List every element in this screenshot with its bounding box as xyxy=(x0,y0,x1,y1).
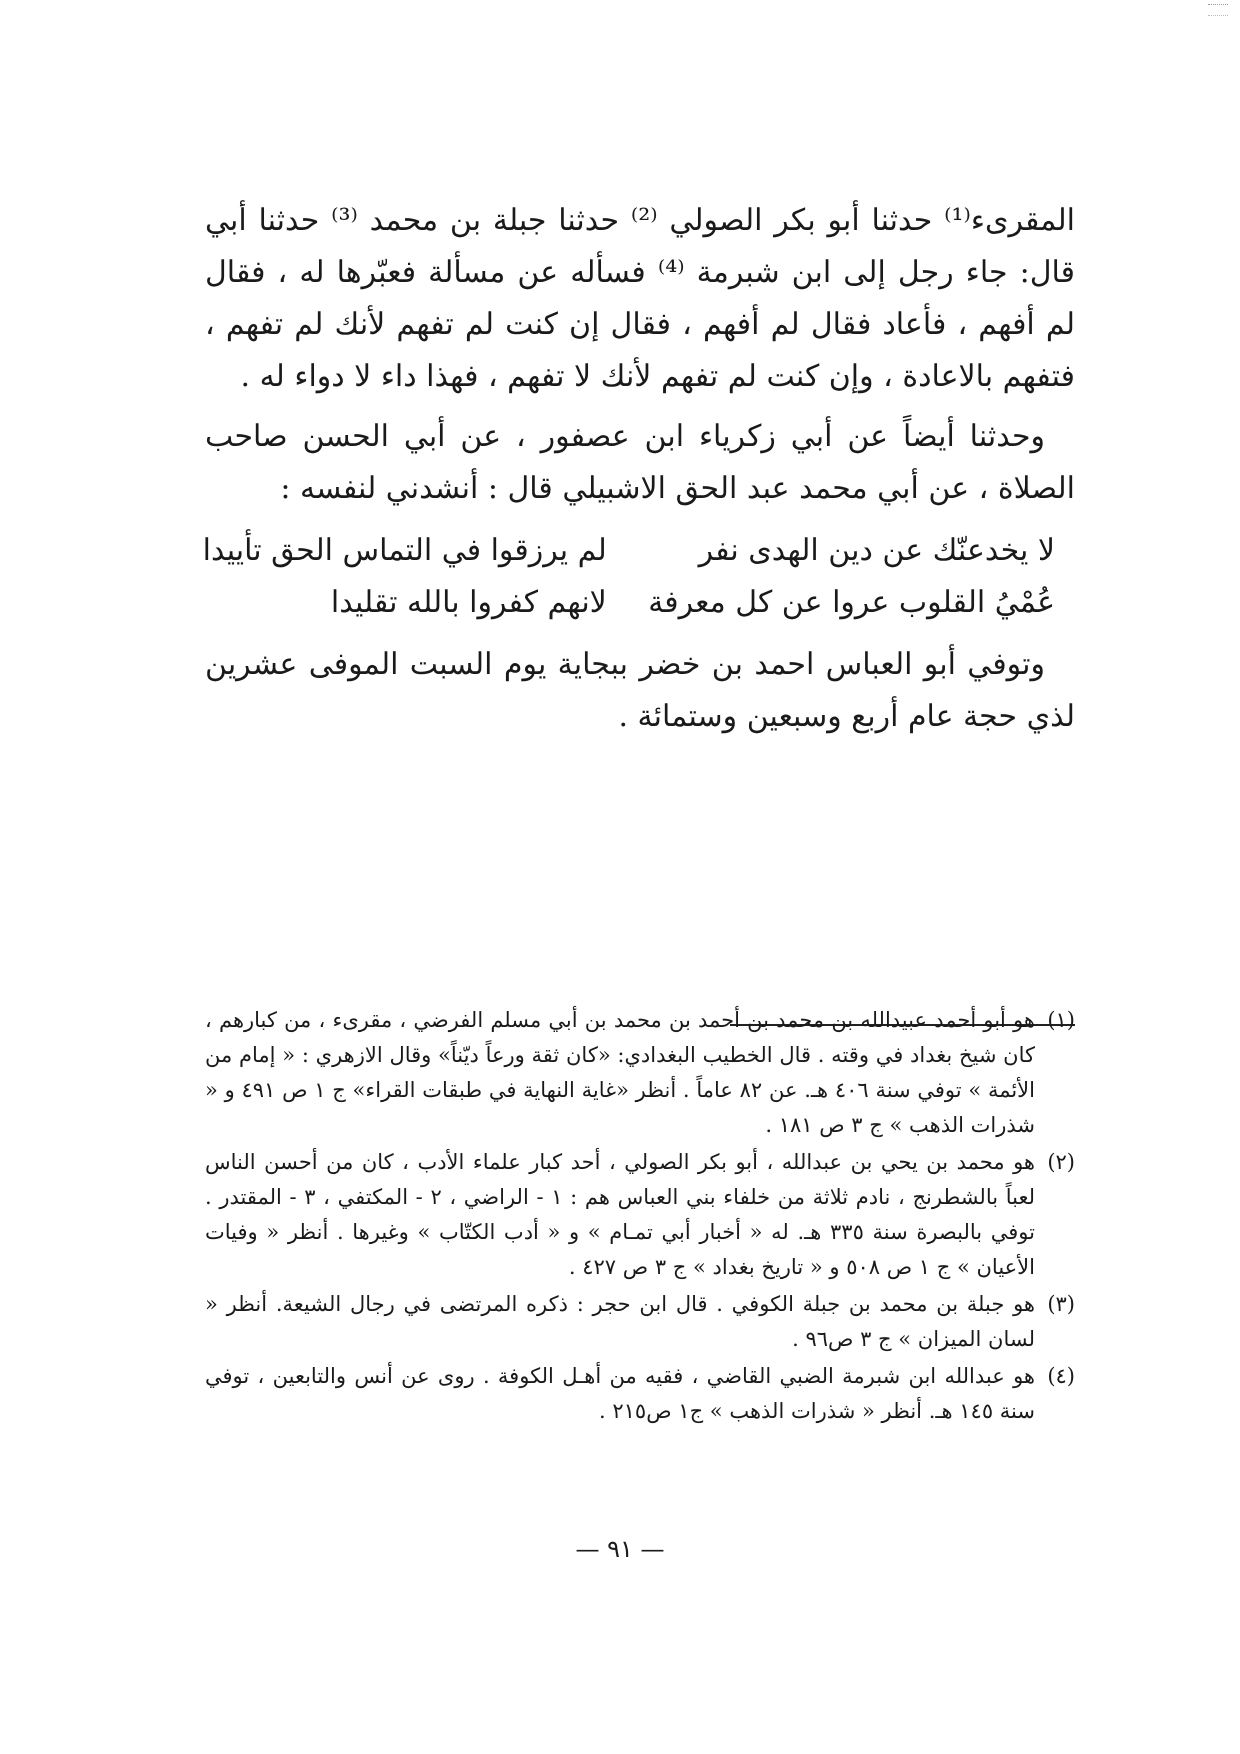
main-text xyxy=(202,195,1076,743)
footnote-number: (٤) xyxy=(1047,1364,1075,1388)
poem-hemistich: عُمْيُ القلوب عروا عن كل معرفة xyxy=(648,585,1055,620)
footnote xyxy=(205,1287,1075,1357)
footnote-text: هو أبو أحمد عبيدالله بن محمد بن أحمد بن محمد بن أبي مسلم الفرضي ، مقرىء ، من كبارهم ، كان شيخ بغداد في وقته . قال الخطيب البغدادي: «كان ثقة ورعاً ديّناً» وقال الازهري : « إمام من الأئمة » توفي سنة ٤٠٦ هـ. عن ٨٢ عاماً . أنظر «غاية النهاية في طبقات القراء» ج ١ ص ٤٩١ و « شذرات الذهب » ج ٣ ص ١٨١ . xyxy=(205,1008,1035,1137)
poem-hemistich: لانهم كفروا بالله تقليدا xyxy=(330,585,607,620)
page-number: — ٩١ — xyxy=(575,1535,665,1563)
footnote xyxy=(205,1003,1075,1143)
poem-verse xyxy=(202,525,1055,577)
paragraph-1: المقرىء⁽¹⁾ حدثنا أبو بكر الصولي ⁽²⁾ حدثنا جبلة بن محمد ⁽³⁾ حدثنا أبي قال: جاء رجل إلى ابن شبرمة ⁽⁴⁾ فسأله عن مسألة فعبّرها له ، فقال لم أفهم ، فأعاد فقال لم أفهم ، فقال إن كنت لم تفهم لأنك لم تفهم ، فتفهم بالاعادة ، وإن كنت لم تفهم لأنك لا تفهم ، فهذا داء لا دواء له . xyxy=(205,203,1076,394)
footnote-number: (١) xyxy=(1047,1008,1075,1032)
footnote-text: هو جبلة بن محمد بن جبلة الكوفي . قال ابن حجر : ذكره المرتضى في رجال الشيعة. أنظر « لسان الميزان » ج ٣ ص٩٦ . xyxy=(205,1292,1035,1351)
footnote xyxy=(205,1359,1075,1429)
poem-hemistich: لا يخدعنّك عن دين الهدى نفر xyxy=(698,533,1055,568)
poem-verse xyxy=(225,577,1055,629)
footnote-number: (٢) xyxy=(1047,1150,1075,1174)
poem xyxy=(202,525,1055,629)
paragraph-2: وحدثنا أيضاً عن أبي زكرياء ابن عصفور ، عن أبي الحسن صاحب الصلاة ، عن أبي محمد عبد الحق الاشبيلي قال : أنشدني لنفسه : xyxy=(205,419,1075,506)
paragraph-3: وتوفي أبو العباس احمد بن خضر ببجاية يوم السبت الموفى عشرين لذي حجة عام أربع وسبعين وستمائة . xyxy=(205,647,1075,734)
footnote xyxy=(205,1145,1075,1285)
footnote-text: هو عبدالله ابن شبرمة الضبي القاضي ، فقيه من أهـل الكوفة . روى عن أنس والتابعين ، توفي سنة ١٤٥ هـ. أنظر « شذرات الذهب » ج١ ص٢١٥ . xyxy=(205,1364,1035,1423)
footnotes xyxy=(205,1003,1075,1431)
footnote-text: هو محمد بن يحي بن عبدالله ، أبو بكر الصولي ، أحد كبار علماء الأدب ، كان من أحسن الناس لعباً بالشطرنج ، نادم ثلاثة من خلفاء بني العباس هم : ١ - الراضي ، ٢ - المكتفي ، ٣ - المقتدر . توفي بالبصرة سنة ٣٣٥ هـ. له « أخبار أبي تمـام » و « أدب الكتّاب » وغيرها . أنظر « وفيات الأعيان » ج ١ ص ٥٠٨ و « تاريخ بغداد » ج ٣ ص ٤٢٧ . xyxy=(205,1150,1036,1279)
poem-hemistich: لم يرزقوا في التماس الحق تأييدا xyxy=(202,533,607,568)
footnote-number: (٣) xyxy=(1047,1292,1075,1316)
scan-mark xyxy=(1208,4,1228,16)
